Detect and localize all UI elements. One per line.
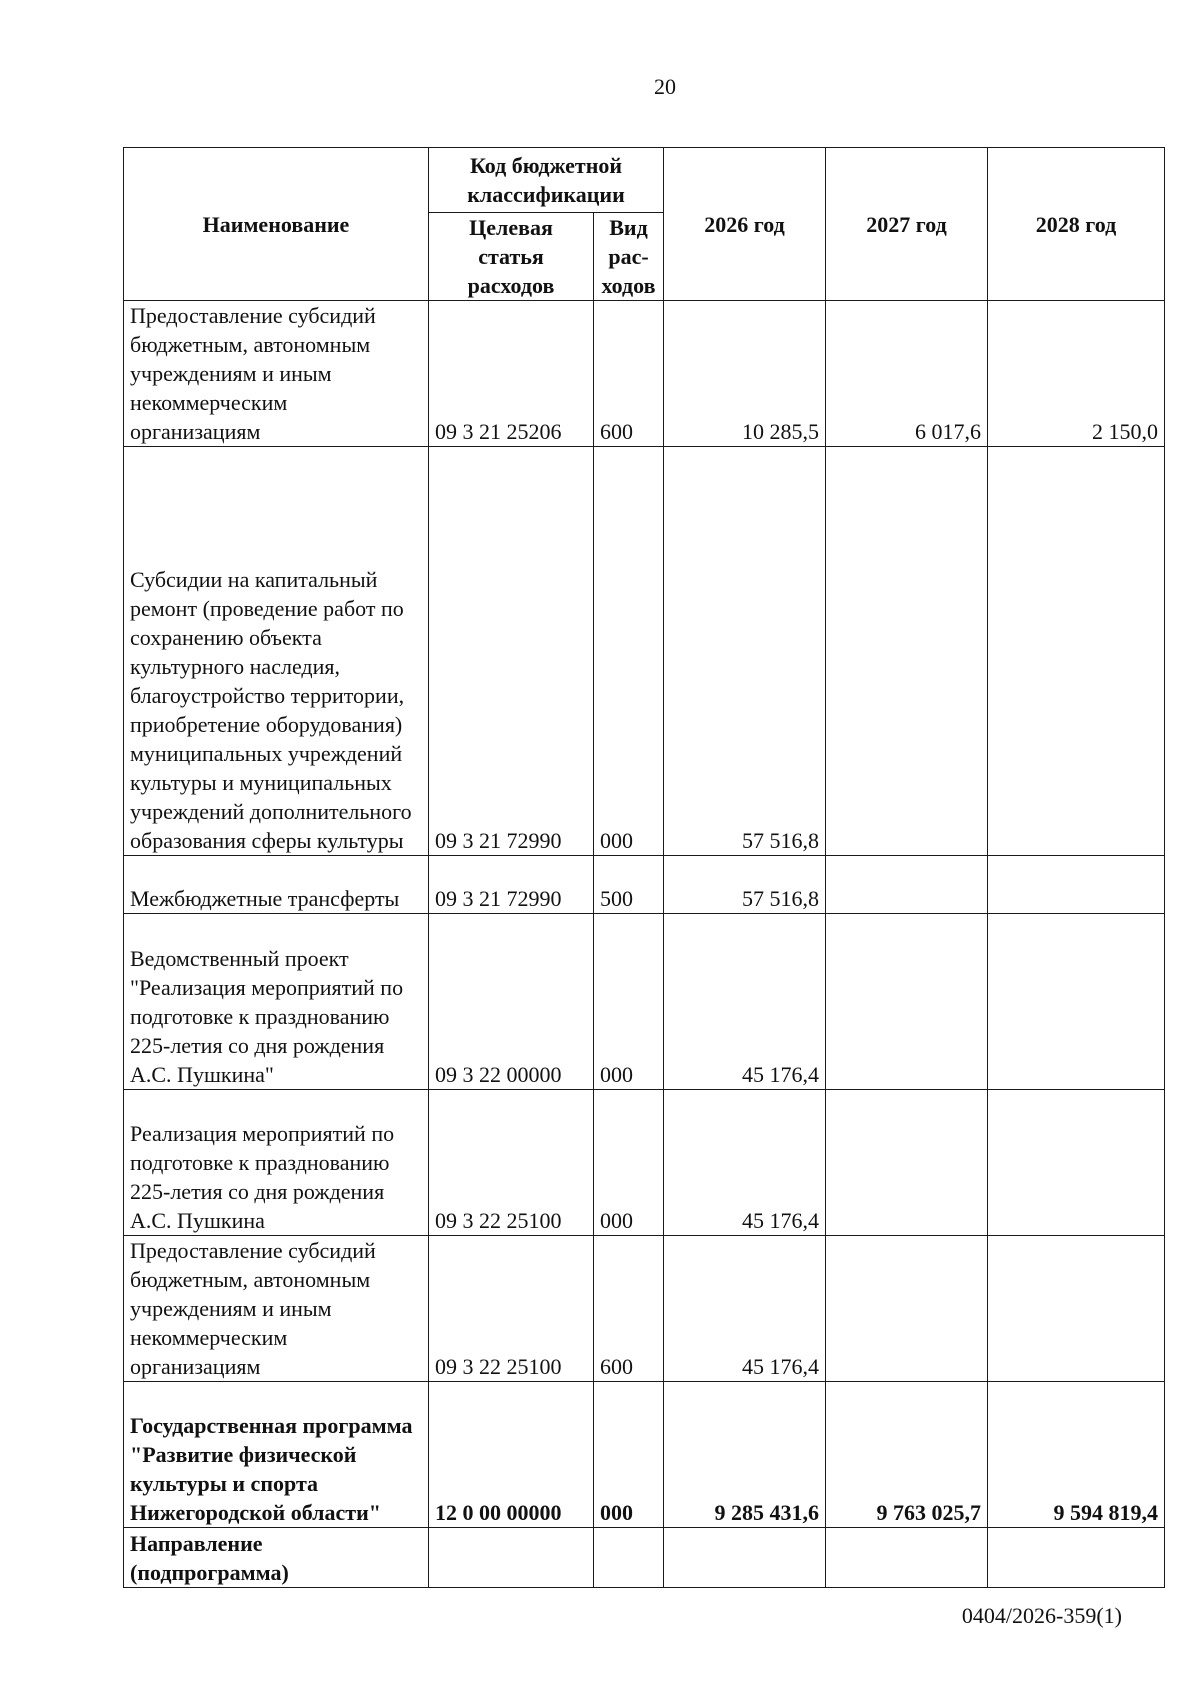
row-name: Реализация мероприятий по подготовке к празднованию 225-летия со дня рождения А.С. Пушкина bbox=[124, 1090, 429, 1236]
row-kind: 000 bbox=[594, 447, 664, 856]
table-row bbox=[124, 1528, 1165, 1588]
row-code: 09 3 21 72990 bbox=[429, 856, 594, 914]
row-2027 bbox=[826, 1236, 988, 1382]
row-name: Предоставление субсидий бюджетным, автономным учреждениям и иным некоммерческим организациям bbox=[124, 301, 429, 447]
table-row bbox=[124, 1090, 1165, 1236]
table-row bbox=[124, 914, 1165, 1090]
row-code: 12 0 00 00000 bbox=[429, 1382, 594, 1528]
row-2027: 6 017,6 bbox=[826, 301, 988, 447]
row-2028: 2 150,0 bbox=[988, 301, 1165, 447]
row-kind: 000 bbox=[594, 1090, 664, 1236]
row-2026 bbox=[664, 1528, 826, 1588]
header-2027: 2027 год bbox=[826, 148, 988, 301]
row-name: Государственная программа "Развитие физической культуры и спорта Нижегородской области" bbox=[124, 1382, 429, 1528]
row-code: 09 3 22 00000 bbox=[429, 914, 594, 1090]
table-row bbox=[124, 301, 1165, 447]
row-code: 09 3 22 25100 bbox=[429, 1236, 594, 1382]
table-row bbox=[124, 856, 1165, 914]
row-2026: 9 285 431,6 bbox=[664, 1382, 826, 1528]
row-2028 bbox=[988, 447, 1165, 856]
row-name: Субсидии на капитальный ремонт (проведение работ по сохранению объекта культурного наследия, благоустройство территории, приобретение оборудования) муниципальных учреждений культуры и муниципальных учреждений дополнительного образования сферы культуры bbox=[124, 447, 429, 856]
page-number: 20 bbox=[654, 74, 676, 99]
row-code bbox=[429, 1528, 594, 1588]
header-expense-kind: Вид рас-ходов bbox=[594, 213, 664, 301]
row-2027: 9 763 025,7 bbox=[826, 1382, 988, 1528]
header-2026: 2026 год bbox=[664, 148, 826, 301]
row-kind: 000 bbox=[594, 1382, 664, 1528]
table-row bbox=[124, 1382, 1165, 1528]
row-2027 bbox=[826, 447, 988, 856]
table-row bbox=[124, 447, 1165, 856]
row-kind bbox=[594, 1528, 664, 1588]
table-row bbox=[124, 1236, 1165, 1382]
row-kind: 600 bbox=[594, 1236, 664, 1382]
row-2026: 45 176,4 bbox=[664, 1090, 826, 1236]
row-name: Межбюджетные трансферты bbox=[124, 856, 429, 914]
header-target-article: Целевая статья расходов bbox=[429, 213, 594, 301]
header-2028: 2028 год bbox=[988, 148, 1165, 301]
budget-table bbox=[123, 147, 1165, 1588]
row-2028 bbox=[988, 1528, 1165, 1588]
row-2028 bbox=[988, 1090, 1165, 1236]
document-code: 0404/2026-359(1) bbox=[961, 1603, 1122, 1628]
row-kind: 600 bbox=[594, 301, 664, 447]
row-2026: 45 176,4 bbox=[664, 1236, 826, 1382]
row-2027 bbox=[826, 1090, 988, 1236]
row-2028: 9 594 819,4 bbox=[988, 1382, 1165, 1528]
row-name: Направление (подпрограмма) bbox=[124, 1528, 429, 1588]
header-name: Наименование bbox=[124, 148, 429, 301]
row-2026: 57 516,8 bbox=[664, 856, 826, 914]
row-name: Предоставление субсидий бюджетным, автономным учреждениям и иным некоммерческим организациям bbox=[124, 1236, 429, 1382]
row-code: 09 3 21 25206 bbox=[429, 301, 594, 447]
row-2026: 57 516,8 bbox=[664, 447, 826, 856]
row-2028 bbox=[988, 914, 1165, 1090]
header-budget-code: Код бюджетной классификации bbox=[429, 148, 664, 213]
row-2027 bbox=[826, 914, 988, 1090]
row-code: 09 3 21 72990 bbox=[429, 447, 594, 856]
row-kind: 500 bbox=[594, 856, 664, 914]
row-2026: 45 176,4 bbox=[664, 914, 826, 1090]
row-name: Ведомственный проект "Реализация мероприятий по подготовке к празднованию 225-летия со дня рождения А.С. Пушкина" bbox=[124, 914, 429, 1090]
row-2027 bbox=[826, 856, 988, 914]
row-2028 bbox=[988, 1236, 1165, 1382]
row-2028 bbox=[988, 856, 1165, 914]
row-2027 bbox=[826, 1528, 988, 1588]
row-2026: 10 285,5 bbox=[664, 301, 826, 447]
row-code: 09 3 22 25100 bbox=[429, 1090, 594, 1236]
row-kind: 000 bbox=[594, 914, 664, 1090]
